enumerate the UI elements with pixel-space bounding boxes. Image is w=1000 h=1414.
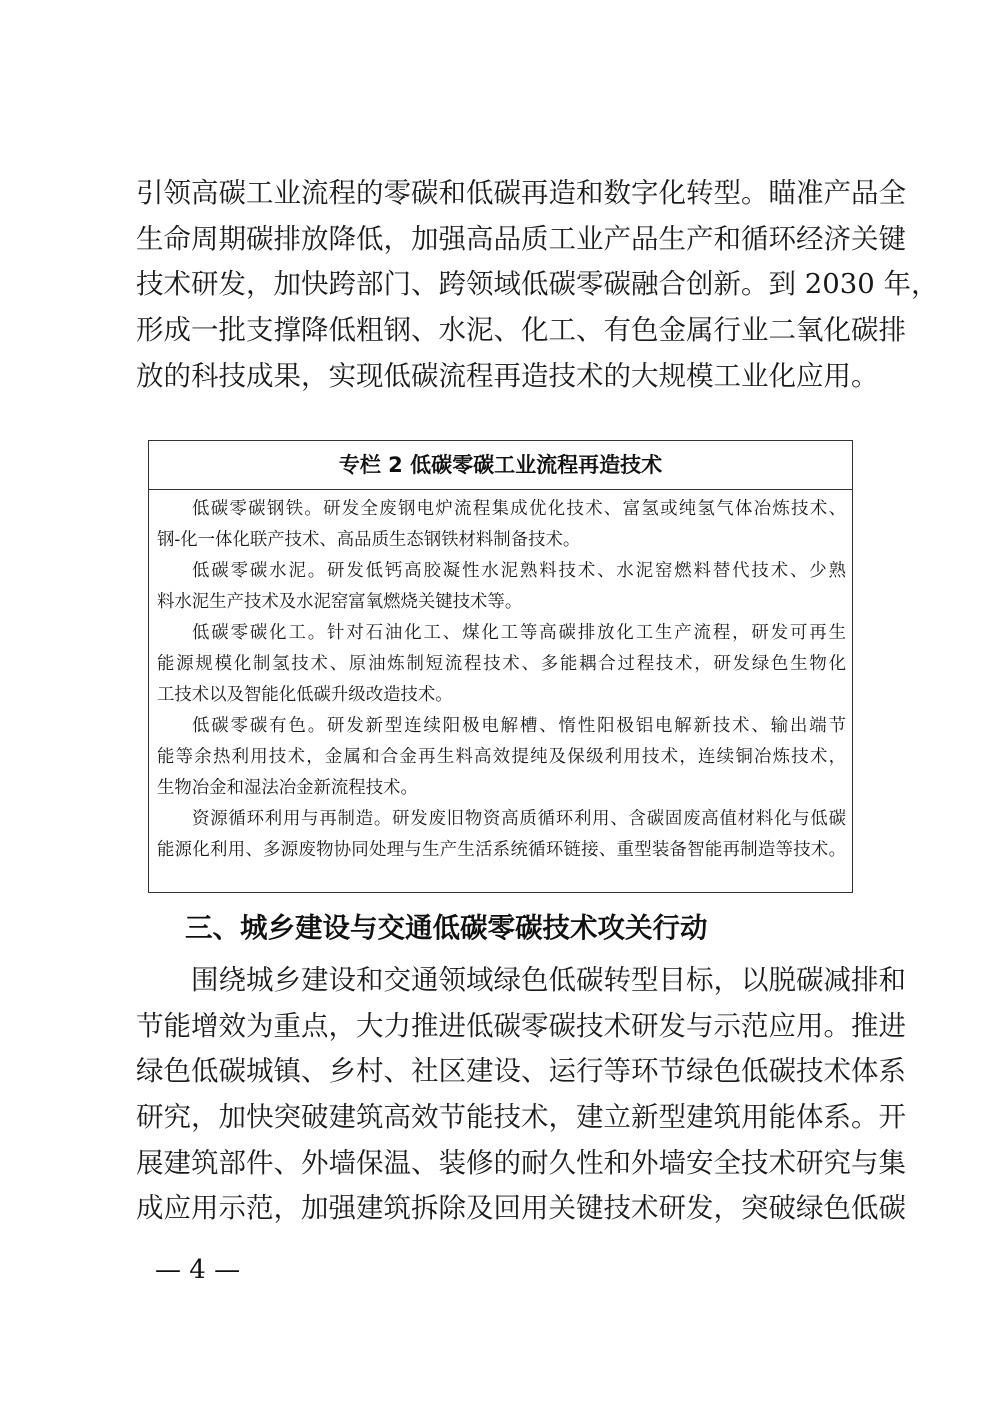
paragraph-line: 技术研发，加快跨部门、跨领域低碳零碳融合创新。到 2030 年，	[136, 268, 939, 301]
page-number: — 4 —	[155, 1255, 241, 1285]
section-heading: 三、城乡建设与交通低碳零碳技术攻关行动	[185, 912, 708, 944]
paragraph-line: 展建筑部件、外墙保温、装修的耐久性和外墙安全技术研究与集	[136, 1146, 906, 1179]
box-line: 生物冶金和湿法冶金新流程技术。	[157, 778, 418, 798]
box-line: 能源化利用、多源废物协同处理与生产生活系统循环链接、重型装备智能再制造等技术。	[157, 840, 846, 860]
box-line: 低碳零碳有色。研发新型连续阳极电解槽、惰性阳极铝电解新技术、输出端节	[192, 716, 846, 736]
box-line: 低碳零碳化工。针对石油化工、煤化工等高碳排放化工生产流程，研发可再生	[192, 623, 846, 643]
column-box-title: 专栏 2 低碳零碳工业流程再造技术	[149, 441, 852, 490]
box-line: 资源循环利用与再制造。研发废旧物资高质循环利用、含碳固废高值材料化与低碳	[192, 809, 846, 829]
paragraph-line: 引领高碳工业流程的零碳和低碳再造和数字化转型。瞄准产品全	[136, 177, 906, 209]
column-box-body	[149, 490, 852, 866]
paragraph-line: 研究，加快突破建筑高效节能技术，建立新型建筑用能体系。开	[136, 1101, 906, 1134]
paragraph-line: 绿色低碳城镇、乡村、社区建设、运行等环节绿色低碳技术体系	[136, 1055, 906, 1088]
box-line: 能源规模化制氢技术、原油炼制短流程技术、多能耦合过程技术，研发绿色生物化	[157, 654, 846, 674]
paragraph-line: 成应用示范，加强建筑拆除及回用关键技术研发，突破绿色低碳	[136, 1192, 906, 1225]
column-box	[148, 440, 853, 893]
paragraph-line: 节能增效为重点，大力推进低碳零碳技术研发与示范应用。推进	[136, 1009, 906, 1042]
box-line: 钢-化一体化联产技术、高品质生态钢铁材料制备技术。	[157, 530, 581, 550]
box-line: 能等余热利用技术，金属和合金再生料高效提纯及保级利用技术，连续铜冶炼技术，	[157, 747, 846, 767]
box-line: 料水泥生产技术及水泥窑富氧燃烧关键技术等。	[157, 592, 523, 612]
paragraph-2	[136, 958, 906, 1232]
paragraph-line: 围绕城乡建设和交通领域绿色低碳转型目标，以脱碳减排和	[191, 964, 906, 996]
box-line: 低碳零碳钢铁。研发全废钢电炉流程集成优化技术、富氢或纯氢气体冶炼技术、	[192, 499, 846, 519]
paragraph-1	[136, 171, 939, 399]
paragraph-line: 生命周期碳排放降低，加强高品质工业产品生产和循环经济关键	[136, 222, 906, 255]
box-line: 工技术以及智能化低碳升级改造技术。	[157, 685, 453, 705]
paragraph-line: 放的科技成果，实现低碳流程再造技术的大规模工业化应用。	[136, 359, 879, 392]
box-line: 低碳零碳水泥。研发低钙高胶凝性水泥熟料技术、水泥窑燃料替代技术、少熟	[192, 561, 846, 581]
paragraph-line: 形成一批支撑降低粗钢、水泥、化工、有色金属行业二氧化碳排	[136, 314, 906, 347]
